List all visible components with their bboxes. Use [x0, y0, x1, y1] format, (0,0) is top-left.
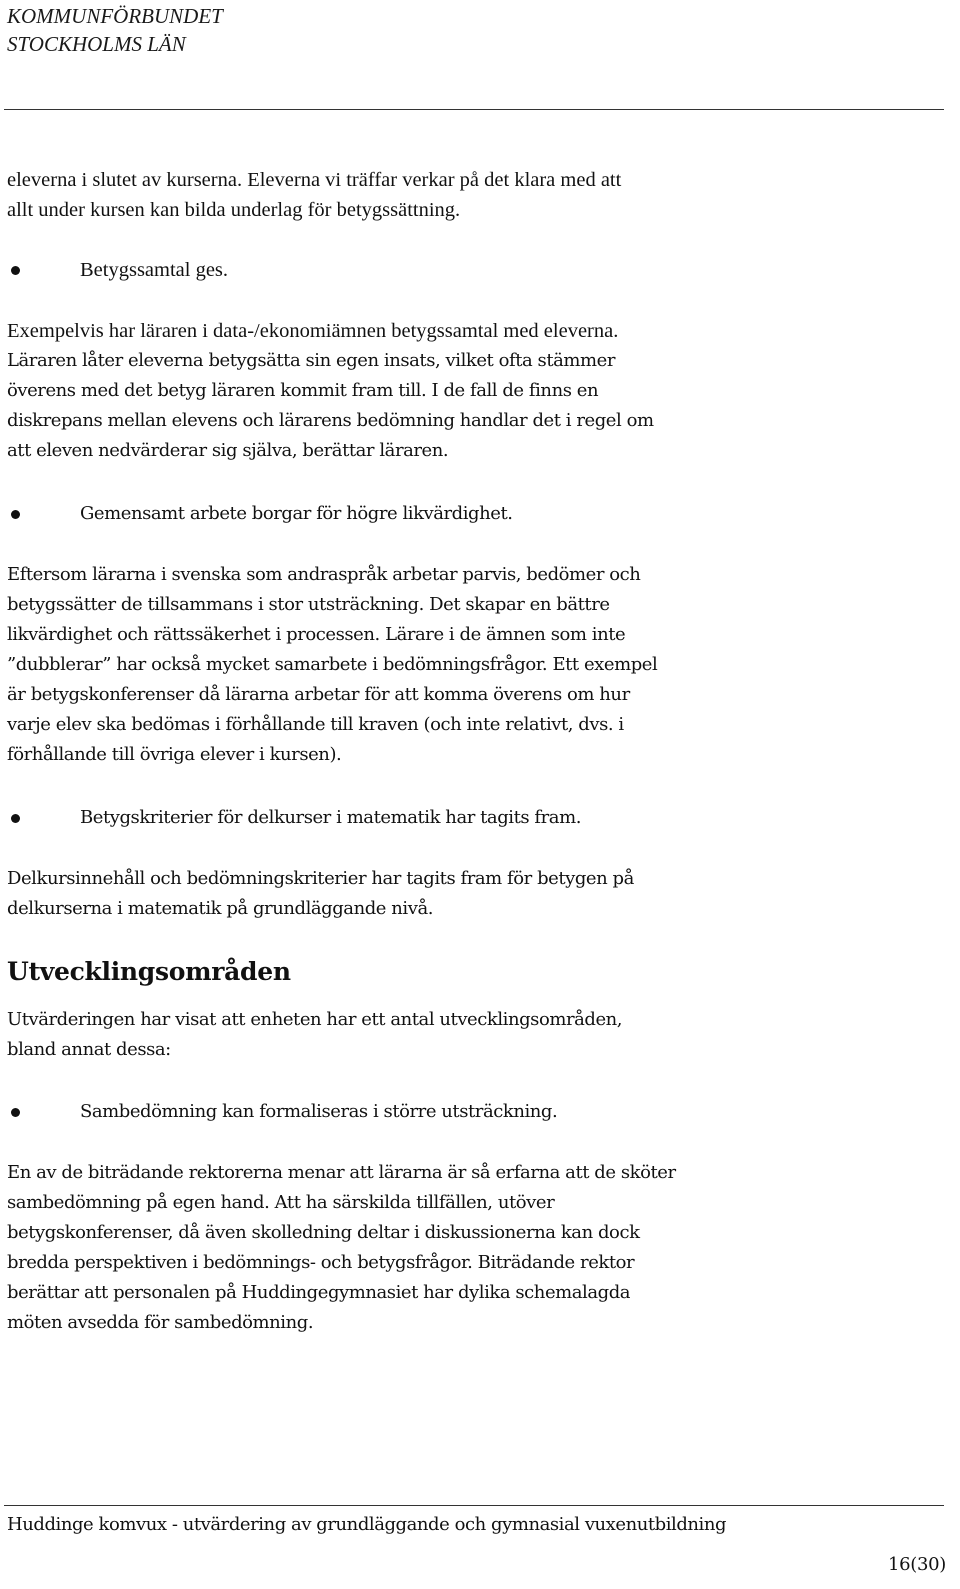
bullet-marker-1 — [11, 266, 20, 275]
bullet-marker-4 — [11, 1108, 20, 1117]
bullet-marker-2 — [11, 510, 20, 519]
bullet-4-text: Sambedömning kan formaliseras i större utsträckning. — [80, 1101, 558, 1122]
bullet-3-text: Betygskriterier för delkurser i matematik har tagits fram. — [80, 807, 581, 828]
paragraph-6-line-2: sambedömning på egen hand. Att ha särskilda tillfällen, utöver — [7, 1192, 555, 1213]
paragraph-5-line-2: bland annat dessa: — [7, 1039, 171, 1060]
paragraph-2-line-4: diskrepans mellan elevens och lärarens bedömning handlar det i regel om — [7, 410, 654, 431]
header-line-1: KOMMUNFÖRBUNDET — [7, 4, 223, 28]
paragraph-4-line-1: Delkursinnehåll och bedömningskriterier har tagits fram för betygen på — [7, 868, 634, 889]
organization-header — [7, 2, 223, 58]
footer-divider — [4, 1505, 944, 1506]
paragraph-3-line-6: varje elev ska bedömas i förhållande till kraven (och inte relativt, dvs. i — [7, 714, 624, 735]
paragraph-6-line-4: bredda perspektiven i bedömnings- och betygsfrågor. Biträdande rektor — [7, 1252, 635, 1273]
paragraph-3-line-2: betygssätter de tillsammans i stor utsträckning. Det skapar en bättre — [7, 594, 610, 615]
section-heading: Utvecklingsområden — [7, 957, 291, 986]
paragraph-2-line-3: överens med det betyg läraren kommit fram till. I de fall de finns en — [7, 380, 599, 401]
footer-title: Huddinge komvux - utvärdering av grundläggande och gymnasial vuxenutbildning — [7, 1514, 727, 1535]
paragraph-3-line-4: ”dubblerar” har också mycket samarbete i bedömningsfrågor. Ett exempel — [7, 654, 658, 675]
paragraph-3-line-5: är betygskonferenser då lärarna arbetar för att komma överens om hur — [7, 684, 630, 705]
header-divider — [4, 109, 944, 110]
paragraph-6-line-6: möten avsedda för sambedömning. — [7, 1312, 314, 1333]
paragraph-6-line-1: En av de biträdande rektorerna menar att lärarna är så erfarna att de sköter — [7, 1162, 676, 1183]
bullet-1-text: Betygssamtal ges. — [80, 259, 229, 281]
paragraph-2-line-2: Läraren låter eleverna betygsätta sin egen insats, vilket ofta stämmer — [7, 350, 615, 371]
paragraph-2-line-1: Exempelvis har läraren i data-/ekonomiämnen betygssamtal med eleverna. — [7, 320, 619, 342]
bullet-2-text: Gemensamt arbete borgar för högre likvärdighet. — [80, 503, 513, 524]
paragraph-3-line-7: förhållande till övriga elever i kursen). — [7, 744, 342, 765]
paragraph-5-line-1: Utvärderingen har visat att enheten har ett antal utvecklingsområden, — [7, 1009, 623, 1030]
header-line-2: STOCKHOLMS LÄN — [7, 32, 186, 56]
page-number: 16(30) — [887, 1554, 946, 1575]
paragraph-6-line-5: berättar att personalen på Huddingegymnasiet har dylika schemalagda — [7, 1282, 631, 1303]
bullet-marker-3 — [11, 814, 20, 823]
paragraph-3-line-3: likvärdighet och rättssäkerhet i processen. Lärare i de ämnen som inte — [7, 624, 626, 645]
paragraph-6-line-3: betygskonferenser, då även skolledning deltar i diskussionerna kan dock — [7, 1222, 640, 1243]
paragraph-3-line-1: Eftersom lärarna i svenska som andraspråk arbetar parvis, bedömer och — [7, 564, 641, 585]
paragraph-2-line-5: att eleven nedvärderar sig själva, berättar läraren. — [7, 440, 449, 461]
paragraph-4-line-2: delkurserna i matematik på grundläggande nivå. — [7, 898, 433, 919]
paragraph-1-line-2: allt under kursen kan bilda underlag för betygssättning. — [7, 199, 461, 221]
paragraph-1-line-1: eleverna i slutet av kurserna. Eleverna vi träffar verkar på det klara med att — [7, 169, 622, 191]
